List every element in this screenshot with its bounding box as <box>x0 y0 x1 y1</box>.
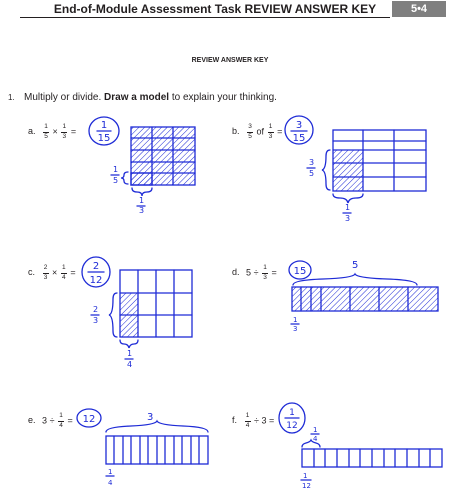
bottom-label-den: 3 <box>139 206 145 215</box>
answer-value: 12 <box>82 414 96 425</box>
bottom-label-den: 12 <box>302 482 311 490</box>
bottom-label-den: 3 <box>345 214 351 223</box>
equals: = <box>70 267 76 278</box>
fraction: $\frac{1}{3}$ <box>62 123 67 140</box>
problem-label: f. <box>232 415 238 426</box>
whole-number: 3 <box>261 415 267 426</box>
top-label-den: 4 <box>313 435 318 443</box>
side-label-num: 2 <box>93 305 99 314</box>
operator: of <box>256 126 265 137</box>
area-model-b <box>333 130 426 191</box>
answer-denominator: 15 <box>97 133 111 144</box>
top-label-num: 1 <box>313 426 318 434</box>
page-title: End-of-Module Assessment Task REVIEW ANSWER KEY <box>53 2 377 16</box>
question-text: Multiply or divide. <box>24 92 105 103</box>
fraction: $\frac{3}{5}$ <box>248 123 252 140</box>
bottom-label-den: 4 <box>108 479 113 487</box>
operator: ÷ <box>254 415 259 426</box>
fraction: $\frac{1}{4}$ <box>245 412 250 429</box>
bottom-label-den: 4 <box>127 360 133 369</box>
answer-denominator: 12 <box>89 275 103 286</box>
operator: × <box>52 126 58 137</box>
tape-diagram-d <box>292 287 438 311</box>
fraction: $\frac{1}{3}$ <box>263 264 267 281</box>
bottom-label-num: 1 <box>139 196 145 205</box>
problem-label: c. <box>28 267 36 278</box>
equals: = <box>70 126 77 137</box>
answer-numerator: 2 <box>92 261 100 272</box>
problem-label: b. <box>232 126 240 137</box>
top-label: 5 <box>352 260 359 271</box>
bottom-label-num: 1 <box>108 468 113 476</box>
fraction: $\frac{1}{3}$ <box>268 123 273 140</box>
operator: ÷ <box>49 415 55 426</box>
whole-number: 5 <box>246 267 252 278</box>
side-label-den: 5 <box>113 176 119 185</box>
fraction: $\frac{1}{5}$ <box>44 123 48 140</box>
operator: × <box>52 267 58 278</box>
equals: = <box>269 415 275 426</box>
question-number: 1. <box>8 93 15 102</box>
bottom-label-num: 1 <box>127 349 133 358</box>
fraction: $\frac{2}{3}$ <box>43 264 48 281</box>
whole-number: 3 <box>42 415 48 426</box>
side-label-num: 3 <box>309 158 315 167</box>
answer-numerator: 1 <box>100 120 108 131</box>
bottom-label-den: 3 <box>293 325 298 333</box>
area-model-a <box>131 127 195 185</box>
operator: ÷ <box>253 267 259 278</box>
question-text-end: to explain your thinking. <box>169 92 277 103</box>
subtitle: REVIEW ANSWER KEY <box>191 57 269 64</box>
answer-denominator: 15 <box>292 133 306 144</box>
module-badge: 5•4 <box>392 1 446 17</box>
answer-value: 15 <box>293 266 307 277</box>
equals: = <box>277 126 283 137</box>
equals: = <box>271 267 277 278</box>
bottom-label-num: 1 <box>303 472 308 480</box>
problem-label: a. <box>28 126 36 137</box>
tape-diagram-e <box>106 436 208 464</box>
top-label: 3 <box>147 412 154 423</box>
area-model-c <box>120 270 192 337</box>
fraction: $\frac{1}{4}$ <box>62 264 66 281</box>
answer-numerator: 3 <box>295 120 303 131</box>
tape-diagram-f <box>302 449 442 467</box>
fraction: $\frac{1}{4}$ <box>59 412 63 429</box>
side-label-num: 1 <box>113 165 119 174</box>
answer-denominator: 12 <box>286 421 298 431</box>
problem-label: d. <box>232 267 240 278</box>
side-label-den: 3 <box>93 316 99 325</box>
bottom-label-num: 1 <box>293 316 298 324</box>
answer-numerator: 1 <box>289 408 295 418</box>
question-bold-text: Draw a model <box>104 92 170 103</box>
side-label-den: 5 <box>309 169 315 178</box>
bottom-label-num: 1 <box>345 203 351 212</box>
problem-label: e. <box>28 415 36 426</box>
equals: = <box>67 415 73 426</box>
